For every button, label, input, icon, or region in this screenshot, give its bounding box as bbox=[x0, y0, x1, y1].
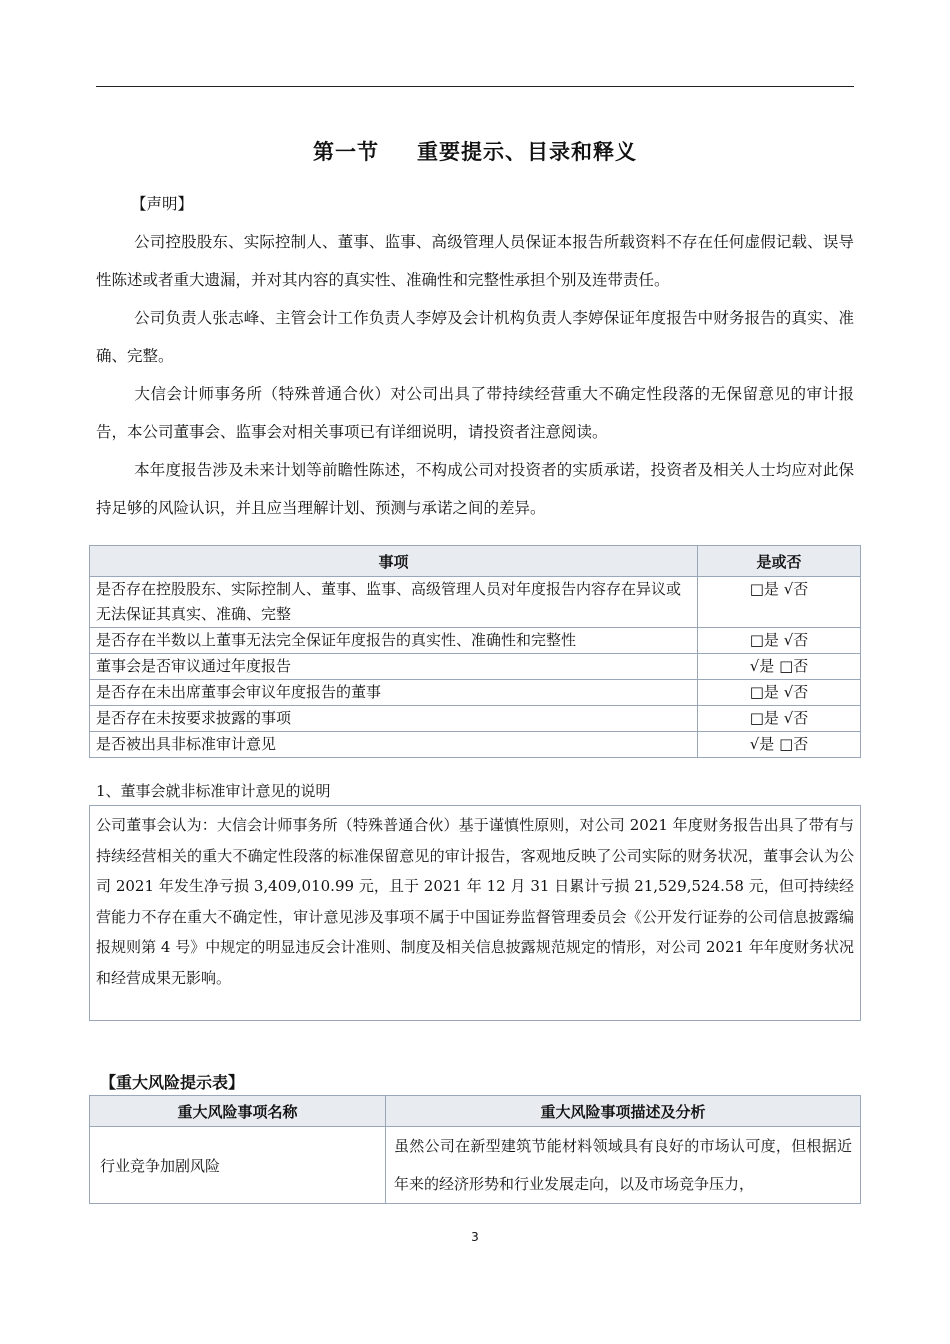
matter-item: 是否存在控股股东、实际控制人、董事、监事、高级管理人员对年度报告内容存在异议或无法保证其真实、准确、完整 bbox=[90, 577, 698, 628]
risk-table-title: 【重大风险提示表】 bbox=[100, 1073, 245, 1092]
matters-table bbox=[89, 545, 861, 758]
table-row bbox=[90, 577, 861, 628]
header-item: 事项 bbox=[90, 546, 698, 577]
table-row bbox=[90, 628, 861, 654]
paragraph-1: 公司控股股东、实际控制人、董事、监事、高级管理人员保证本报告所载资料不存在任何虚假记载、误导性陈述或者重大遗漏，并对其内容的真实性、准确性和完整性承担个别及连带责任。 bbox=[96, 233, 854, 289]
audit-note-title: 1、董事会就非标准审计意见的说明 bbox=[96, 782, 331, 800]
paragraph-4: 本年度报告涉及未来计划等前瞻性陈述，不构成公司对投资者的实质承诺，投资者及相关人士均应对此保持足够的风险认识，并且应当理解计划、预测与承诺之间的差异。 bbox=[96, 461, 854, 517]
header-rule bbox=[96, 86, 854, 87]
section-name: 重要提示、目录和释义 bbox=[417, 140, 637, 164]
matter-item: 是否存在未出席董事会审议年度报告的董事 bbox=[90, 680, 698, 706]
matter-item: 是否存在半数以上董事无法完全保证年度报告的真实性、准确性和完整性 bbox=[90, 628, 698, 654]
table-row bbox=[90, 706, 861, 732]
table-row bbox=[90, 680, 861, 706]
header-risk-description: 重大风险事项描述及分析 bbox=[386, 1096, 861, 1127]
risk-name: 行业竞争加剧风险 bbox=[90, 1127, 386, 1204]
matter-item: 是否被出具非标准审计意见 bbox=[90, 732, 698, 758]
matter-answer: □是 √否 bbox=[698, 706, 861, 732]
paragraph-3: 大信会计师事务所（特殊普通合伙）对公司出具了带持续经营重大不确定性段落的无保留意见的审计报告，本公司董事会、监事会对相关事项已有详细说明，请投资者注意阅读。 bbox=[96, 385, 854, 441]
table-header-row bbox=[90, 1096, 861, 1127]
table-row bbox=[90, 654, 861, 680]
matter-item: 是否存在未按要求披露的事项 bbox=[90, 706, 698, 732]
matter-answer: √是 □否 bbox=[698, 732, 861, 758]
risk-table bbox=[89, 1095, 861, 1204]
risk-description: 虽然公司在新型建筑节能材料领域具有良好的市场认可度，但根据近年来的经济形势和行业发展走向，以及市场竞争压力， bbox=[386, 1127, 861, 1204]
table-row bbox=[90, 732, 861, 758]
declaration-heading: 【声明】 bbox=[131, 195, 194, 213]
table-row bbox=[90, 1127, 861, 1204]
matter-answer: □是 √否 bbox=[698, 628, 861, 654]
paragraph-2: 公司负责人张志峰、主管会计工作负责人李婷及会计机构负责人李婷保证年度报告中财务报告的真实、准确、完整。 bbox=[96, 309, 854, 365]
matter-item: 董事会是否审议通过年度报告 bbox=[90, 654, 698, 680]
page-number: 3 bbox=[471, 1230, 479, 1244]
header-yes-no: 是或否 bbox=[698, 546, 861, 577]
header-risk-name: 重大风险事项名称 bbox=[90, 1096, 386, 1127]
matter-answer: □是 √否 bbox=[698, 680, 861, 706]
matter-answer: □是 √否 bbox=[698, 577, 861, 628]
section-number: 第一节 bbox=[313, 140, 379, 164]
matter-answer: √是 □否 bbox=[698, 654, 861, 680]
audit-note-box: 公司董事会认为：大信会计师事务所（特殊普通合伙）基于谨慎性原则，对公司 2021 年度财务报告出具了带有与持续经营相关的重大不确定性段落的标准保留意见的审计报告，客观地反映了公司实际的财务状况，董事会认为公司 2021 年发生净亏损 3,409,010.99 元，且于 2021 年 12 月 31 日累计亏损 21,529,524.58 元，但可持续经营能力不存在重大不确定性，审计意见涉及事项不属于中国证券监督管理委员会《公开发行证券的公司信息披露编报规则第 4 号》中规定的明显违反会计准则、制度及相关信息披露规范规定的情形，对公司 2021 年年度财务状况和经营成果无影响。 bbox=[89, 805, 861, 1021]
section-title bbox=[0, 136, 950, 166]
table-header-row bbox=[90, 546, 861, 577]
